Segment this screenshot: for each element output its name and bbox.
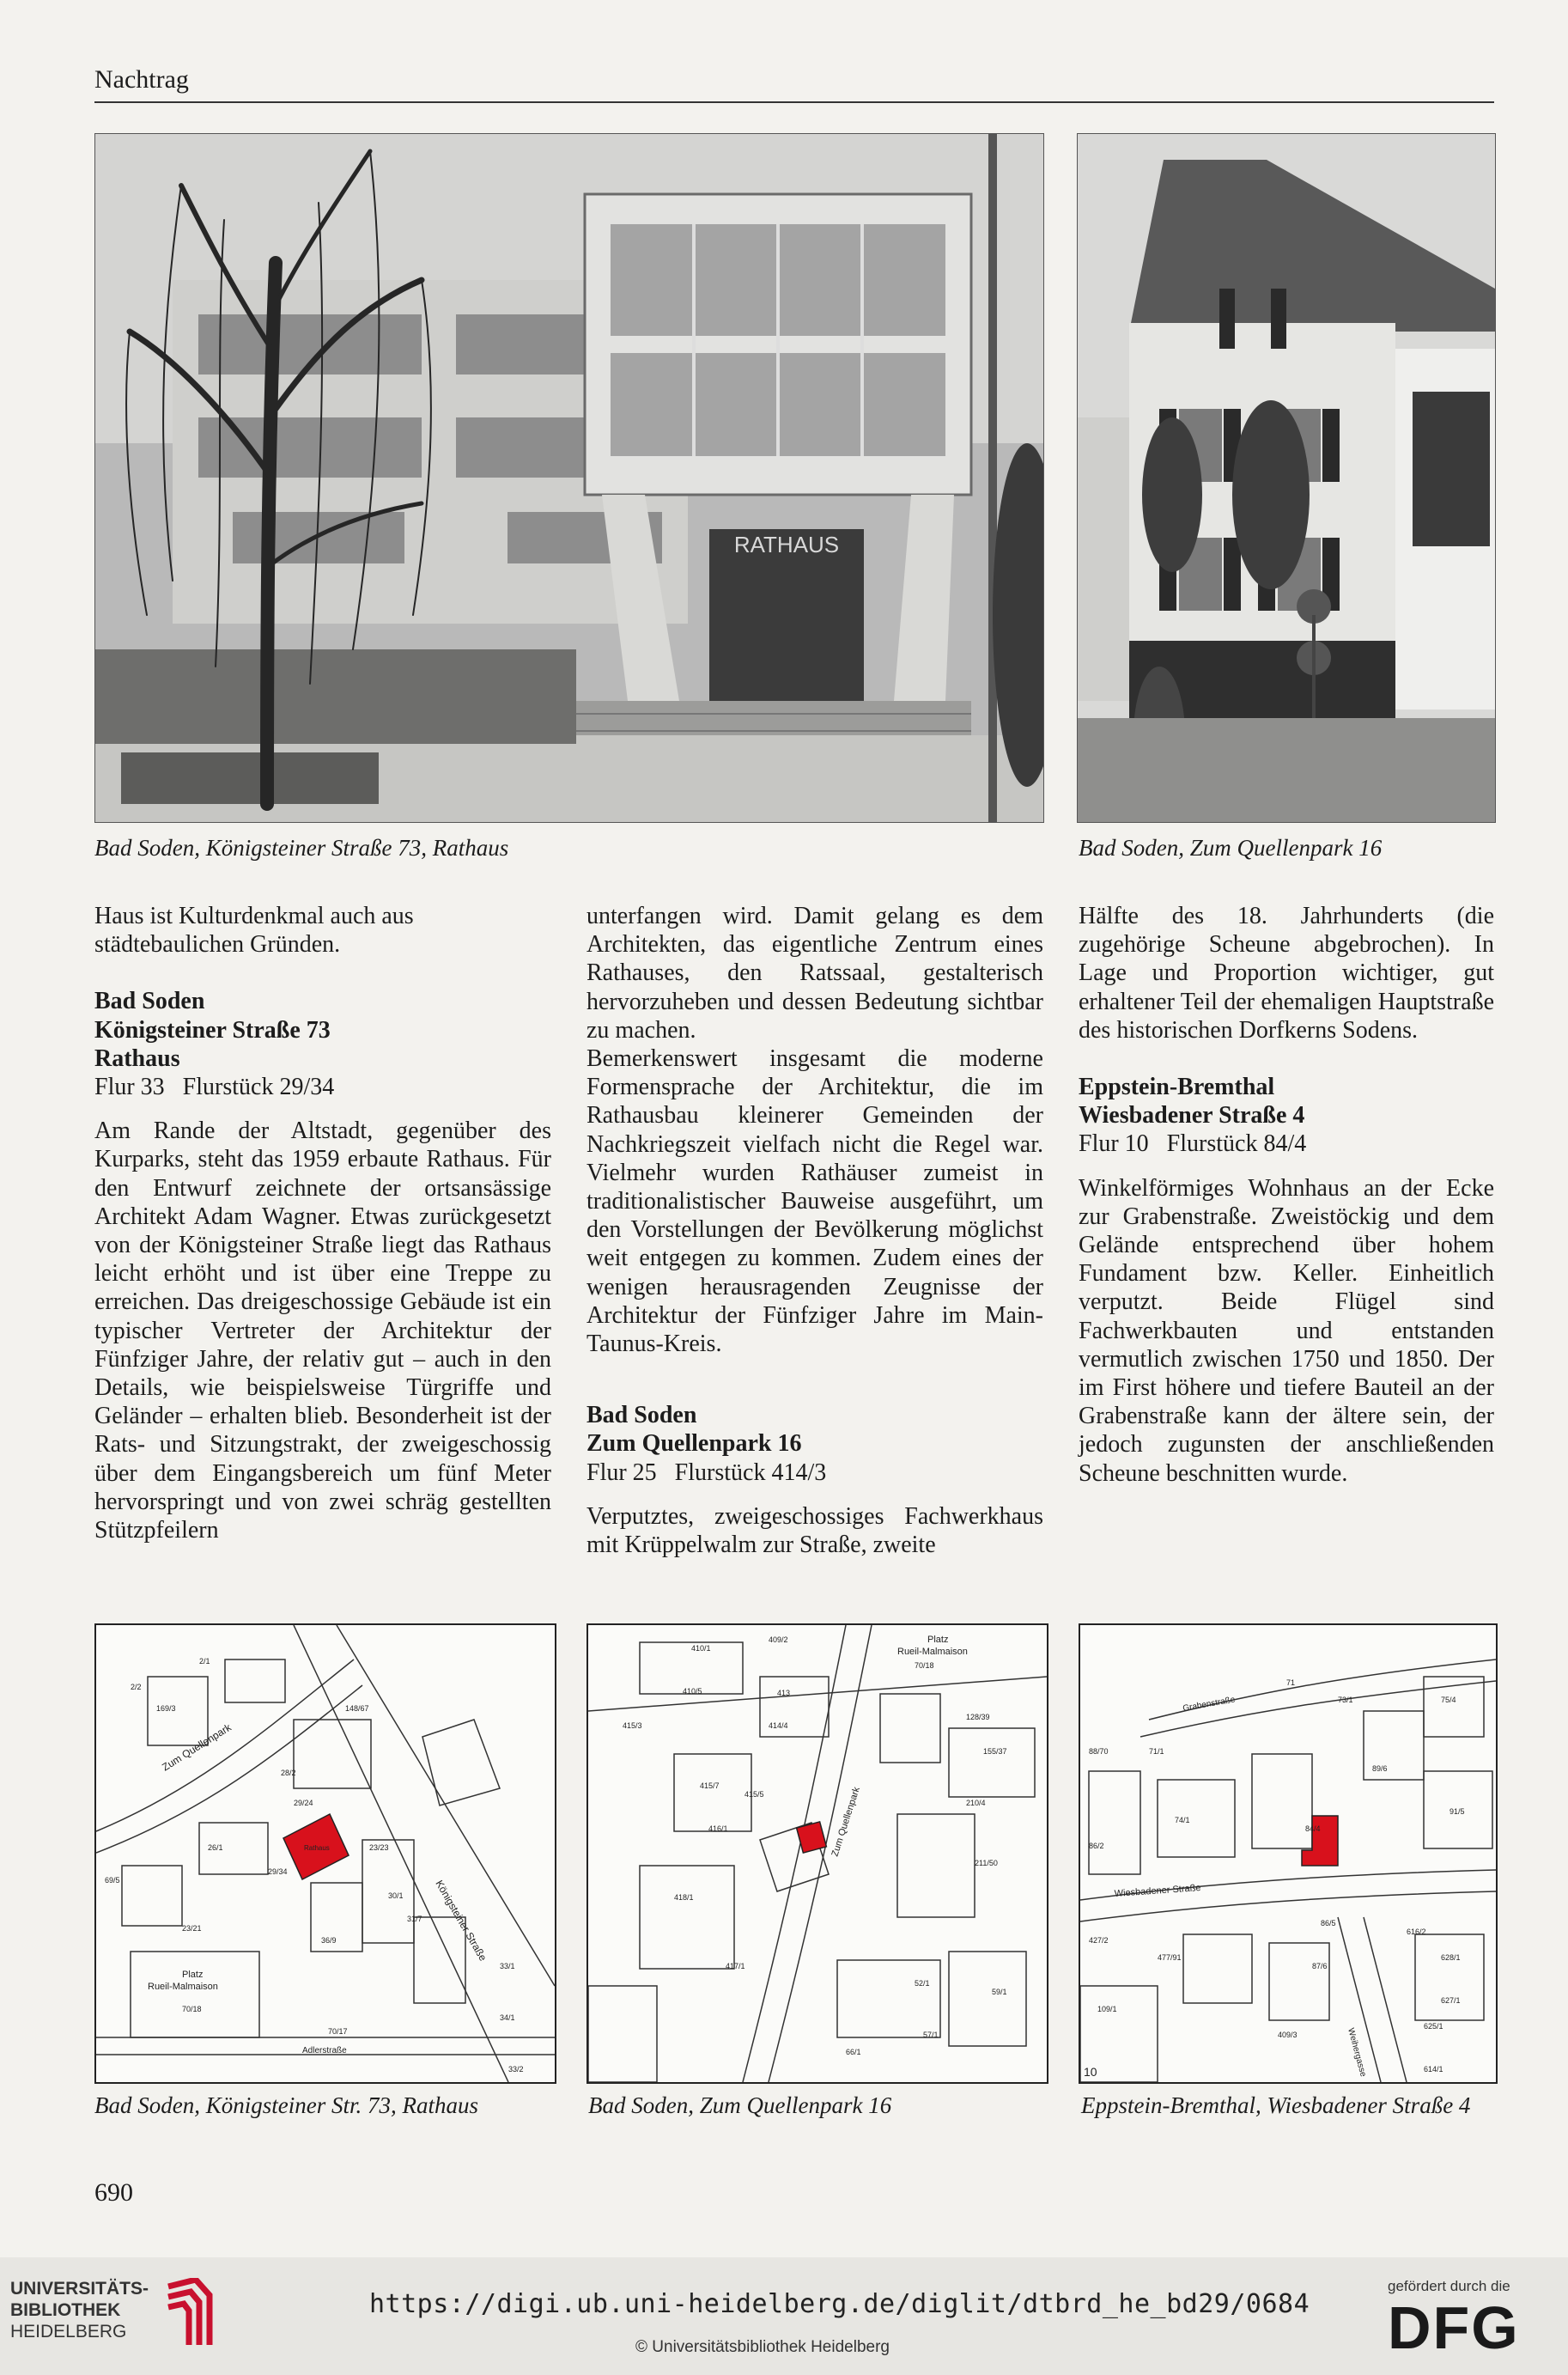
caption-photo-quellenpark: Bad Soden, Zum Quellenpark 16 xyxy=(1079,835,1383,861)
entry-heading-town: Eppstein-Bremthal xyxy=(1079,1074,1275,1101)
svg-text:210/4: 210/4 xyxy=(966,1799,986,1807)
entry-body: unterfangen wird. Damit gelang es dem Architekten, das eigentliche Zentrum eines Rathauses, den Ratssaal, gestalterisch hervorzuheben und dessen Bedeutung sichtbar zu machen. xyxy=(586,903,1043,1044)
entry-body: Hälfte des 18. Jahrhunderts (die zugehörige Scheune abgebrochen). In Lage und Proportion wichtiger, gut erhaltener Teil der ehemaligen Hauptstraße des historischen Dorfkerns Sodens. xyxy=(1079,903,1494,1044)
svg-text:71/1: 71/1 xyxy=(1149,1747,1164,1756)
svg-text:34/1: 34/1 xyxy=(500,2013,515,2022)
entry-heading-town: Bad Soden xyxy=(94,988,205,1015)
svg-text:418/1: 418/1 xyxy=(674,1893,694,1902)
svg-text:415/5: 415/5 xyxy=(744,1790,764,1799)
svg-text:59/1: 59/1 xyxy=(992,1988,1007,1996)
running-header: Nachtrag xyxy=(94,65,189,94)
header-rule xyxy=(94,101,1494,103)
text-column-3 xyxy=(1079,902,1494,1488)
entry-body: Winkelförmiges Wohnhaus an der Ecke zur Grabenstraße. Zweistöckig und dem Gelände entsprechend über hohem Fundament bzw. Keller. Einheitlich verputzt. Beide Flügel sind Fachwerkbauten und entstanden vermutlich zwischen 1750 und 1850. Der im First höhere und tiefere Bauteil an der Grabenstraße kann der ältere sein, der jedoch zugunsten der anschließenden Scheune beschnitten wurde. xyxy=(1079,1174,1494,1487)
svg-text:30/1: 30/1 xyxy=(388,1891,404,1900)
svg-text:29/34: 29/34 xyxy=(268,1867,288,1876)
library-name-line: HEIDELBERG xyxy=(10,2322,127,2342)
svg-text:410/5: 410/5 xyxy=(683,1687,702,1696)
entry-body: Am Rande der Altstadt, gegenüber des Kurparks, steht das 1959 erbaute Rathaus. Für den Entwurf zeichnete der ortsansässige Architekt Adam Wagner. Etwas zurückgesetzt von der Königsteiner Straße liegt das Rathaus leicht erhöht und ist über eine Treppe zu erreichen. Das dreigeschossige Gebäude ist ein typischer Vertreter der Architektur der Fünfziger Jahre, der relativ gut – auch in den Details, wie beispielsweise Türgriffe und Geländer – erhalten blieb. Besonderheit ist der Rats- und Sitzungstrakt, der zweigeschossig über dem Eingangsbereich um fünf Meter hervorspringt und von zwei schräg gestellten Stützpfeilern xyxy=(94,1117,551,1544)
svg-text:70/18: 70/18 xyxy=(915,1661,934,1670)
svg-text:Königsteiner Straße: Königsteiner Straße xyxy=(433,1878,489,1964)
intro-paragraph: Haus ist Kulturdenkmal auch aus städtebaulichen Gründen. xyxy=(94,903,414,959)
library-name-line: UNIVERSITÄTS- xyxy=(10,2279,149,2299)
svg-text:427/2: 427/2 xyxy=(1089,1936,1109,1945)
svg-text:71: 71 xyxy=(1286,1678,1296,1687)
svg-text:Rueil-Malmaison: Rueil-Malmaison xyxy=(148,1982,218,1992)
svg-text:Zum Quellenpark: Zum Quellenpark xyxy=(830,1785,862,1858)
funder-note: gefördert durch die xyxy=(1388,2278,1510,2294)
svg-text:416/1: 416/1 xyxy=(708,1824,728,1833)
svg-text:2/1: 2/1 xyxy=(199,1657,210,1666)
library-logo-icon xyxy=(161,2278,216,2351)
svg-text:409/2: 409/2 xyxy=(769,1635,788,1644)
svg-text:Zum Quellenpark: Zum Quellenpark xyxy=(160,1720,234,1774)
svg-text:28/2: 28/2 xyxy=(281,1769,296,1777)
caption-map-bremthal: Eppstein-Bremthal, Wiesbadener Straße 4 xyxy=(1081,2092,1471,2118)
parcel-reference: Flur 33 Flurstück 29/34 xyxy=(94,1074,335,1101)
svg-text:169/3: 169/3 xyxy=(156,1704,176,1713)
svg-text:625/1: 625/1 xyxy=(1424,2022,1443,2031)
svg-text:87/6: 87/6 xyxy=(1312,1962,1328,1970)
svg-text:36/9: 36/9 xyxy=(321,1936,337,1945)
svg-text:70/17: 70/17 xyxy=(328,2027,348,2036)
text-column-1 xyxy=(94,902,551,1544)
svg-text:74/1: 74/1 xyxy=(1175,1816,1190,1824)
svg-text:614/1: 614/1 xyxy=(1424,2065,1443,2074)
svg-text:413: 413 xyxy=(777,1689,791,1697)
svg-text:29/24: 29/24 xyxy=(294,1799,313,1807)
entry-body: Verputztes, zweigeschossiges Fachwerkhaus mit Krüppelwalm zur Straße, zweite xyxy=(586,1502,1043,1559)
svg-text:Wiesbadener Straße: Wiesbadener Straße xyxy=(1114,1882,1201,1899)
svg-text:Rathaus: Rathaus xyxy=(304,1844,330,1852)
svg-text:23/23: 23/23 xyxy=(369,1843,389,1852)
svg-text:10: 10 xyxy=(1084,2065,1097,2079)
svg-text:57/1: 57/1 xyxy=(923,2031,939,2039)
svg-text:627/1: 627/1 xyxy=(1441,1996,1461,2005)
svg-text:616/2: 616/2 xyxy=(1407,1927,1426,1936)
svg-text:628/1: 628/1 xyxy=(1441,1953,1461,1962)
cadastral-map-bremthal xyxy=(1079,1623,1498,2084)
svg-text:Platz: Platz xyxy=(182,1970,204,1980)
entry-heading-town: Bad Soden xyxy=(586,1402,697,1429)
svg-text:Grabenstraße: Grabenstraße xyxy=(1182,1695,1237,1714)
library-name-line: BIBLIOTHEK xyxy=(10,2300,121,2320)
caption-map-rathaus: Bad Soden, Königsteiner Str. 73, Rathaus xyxy=(94,2092,478,2118)
entry-body: Bemerkenswert insgesamt die moderne Formensprache der Architektur, die im Rathausbau kleinerer Gemeinden der Nachkriegszeit vielfach nicht die Regel war. Vielmehr wurden Rathäuser zumeist in traditionalistischer Bauweise ausgeführt, um den Vorstellungen der Bevölkerung möglichst weit entgegen zu kommen. Zudem eines der wenigen herausragenden Zeugnisse der Architektur der Fünfziger Jahre im Main-Taunus-Kreis. xyxy=(586,1045,1043,1358)
svg-text:33/2: 33/2 xyxy=(508,2065,524,2074)
svg-text:84/4: 84/4 xyxy=(1305,1824,1321,1833)
svg-text:Rueil-Malmaison: Rueil-Malmaison xyxy=(897,1647,968,1657)
entry-heading-street: Königsteiner Straße 73 xyxy=(94,1016,331,1044)
svg-text:89/6: 89/6 xyxy=(1372,1764,1388,1773)
text-column-2 xyxy=(586,902,1043,1559)
caption-photo-rathaus: Bad Soden, Königsteiner Straße 73, Rathaus xyxy=(94,835,509,861)
svg-text:415/3: 415/3 xyxy=(623,1721,642,1730)
copyright-notice: © Universitätsbibliothek Heidelberg xyxy=(635,2338,890,2356)
svg-text:Weihergasse: Weihergasse xyxy=(1346,2026,1368,2078)
svg-text:409/3: 409/3 xyxy=(1278,2031,1298,2039)
svg-text:415/7: 415/7 xyxy=(700,1781,720,1790)
permalink-url[interactable]: https://digi.ub.uni-heidelberg.de/diglit/dtbrd_he_bd29/0684 xyxy=(369,2289,1310,2319)
entry-heading-street: Wiesbadener Straße 4 xyxy=(1079,1102,1305,1130)
dfg-logo: DFG xyxy=(1388,2294,1520,2361)
svg-text:86/5: 86/5 xyxy=(1321,1919,1336,1927)
svg-text:23/21: 23/21 xyxy=(182,1924,202,1933)
photo-quellenpark xyxy=(1077,133,1496,823)
svg-text:410/1: 410/1 xyxy=(691,1644,711,1653)
svg-text:88/70: 88/70 xyxy=(1089,1747,1109,1756)
entry-heading-object: Rathaus xyxy=(94,1044,180,1072)
svg-text:414/4: 414/4 xyxy=(769,1721,788,1730)
svg-text:109/1: 109/1 xyxy=(1097,2005,1117,2013)
page-number: 690 xyxy=(94,2178,133,2207)
svg-text:66/1: 66/1 xyxy=(846,2048,861,2056)
svg-text:148/67: 148/67 xyxy=(345,1704,369,1713)
cadastral-map-quellenpark xyxy=(586,1623,1048,2084)
svg-text:91/5: 91/5 xyxy=(1449,1807,1465,1816)
library-name xyxy=(10,2278,149,2342)
svg-text:69/5: 69/5 xyxy=(105,1876,120,1885)
parcel-reference: Flur 25 Flurstück 414/3 xyxy=(586,1458,827,1486)
svg-text:211/50: 211/50 xyxy=(975,1859,998,1867)
svg-text:31/7: 31/7 xyxy=(407,1915,422,1923)
svg-text:26/1: 26/1 xyxy=(208,1843,223,1852)
parcel-reference: Flur 10 Flurstück 84/4 xyxy=(1079,1130,1307,1158)
rathaus-sign: RATHAUS xyxy=(733,532,840,557)
svg-text:73/1: 73/1 xyxy=(1338,1696,1353,1704)
svg-text:Adlerstraße: Adlerstraße xyxy=(302,2046,347,2055)
svg-text:75/4: 75/4 xyxy=(1441,1696,1456,1704)
svg-text:155/37: 155/37 xyxy=(983,1747,1007,1756)
svg-text:70/18: 70/18 xyxy=(182,2005,202,2013)
svg-text:128/39: 128/39 xyxy=(966,1713,990,1721)
cadastral-map-rathaus xyxy=(94,1623,556,2084)
entry-heading-street: Zum Quellenpark 16 xyxy=(586,1430,802,1458)
svg-text:477/91: 477/91 xyxy=(1158,1953,1182,1962)
svg-text:33/1: 33/1 xyxy=(500,1962,515,1970)
svg-text:2/2: 2/2 xyxy=(131,1683,142,1691)
svg-text:Platz: Platz xyxy=(927,1635,949,1645)
caption-map-quellenpark: Bad Soden, Zum Quellenpark 16 xyxy=(588,2092,892,2118)
svg-text:52/1: 52/1 xyxy=(915,1979,930,1988)
svg-text:86/2: 86/2 xyxy=(1089,1842,1104,1850)
svg-text:417/1: 417/1 xyxy=(726,1962,745,1970)
photo-rathaus xyxy=(94,133,1044,823)
